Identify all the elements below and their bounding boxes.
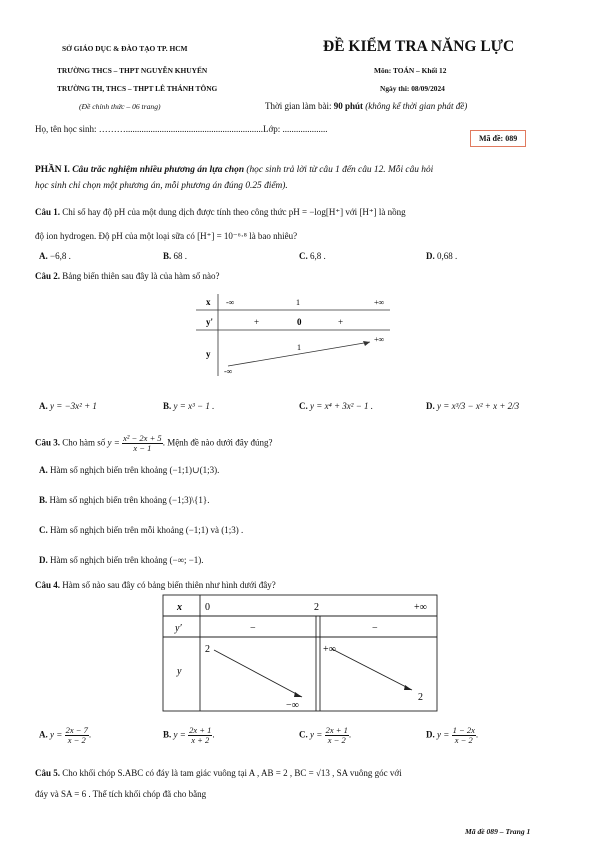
q5-text-line1: Câu 5. Cho khối chóp S.ABC có đáy là tam giác vuông tại A , AB = 2 , BC = √13 , SA vuông góc với	[35, 768, 402, 778]
q4-decrease-arrow-1	[214, 650, 302, 697]
q2-y-header: y	[206, 349, 211, 359]
q2-option-d[interactable]: D. y = x³/3 − x² + x + 2/3	[426, 401, 520, 411]
q4-text: Câu 4. Hàm số nào sau đây có bảng biến thiên như hình dưới đây?	[35, 580, 276, 590]
q4-x-value-1: 0	[205, 602, 210, 613]
q1-option-a[interactable]: A. −6,8 .	[39, 251, 71, 261]
page-footer: Mã đề 089 – Trang 1	[465, 827, 531, 836]
q4-option-c[interactable]: C. y = $\frac{2x + 1}{x - 2}$ .	[299, 725, 352, 745]
q2-yp-header: y'	[206, 317, 214, 327]
q4-yp-header: y′	[175, 623, 182, 634]
q4-y-value-3: +∞	[323, 644, 336, 655]
q3-option-b[interactable]: B. Hàm số nghịch biến trên khoảng (−1;3)\{1}.	[39, 495, 210, 505]
q3-text: Câu 3. Cho hàm số y = $\frac{\text{x² − 2x + 5}}{x - 1}$ . Mệnh đề nào dưới đây đúng?	[35, 433, 273, 453]
q2-x-value-1: -∞	[226, 298, 235, 307]
q4-y-value-4: 2	[418, 692, 423, 703]
department-name: SỞ GIÁO DỤC & ĐÀO TẠO TP. HCM	[62, 44, 188, 53]
q4-x-value-3: +∞	[414, 602, 427, 613]
q2-sign-zero: 0	[297, 317, 302, 327]
q2-text: Câu 2. Bảng biến thiên sau đây là của hàm số nào?	[35, 271, 220, 281]
time-allowed: Thời gian làm bài: 90 phút (không kể thời gian phát đề)	[265, 101, 468, 111]
part1-heading: PHẦN I. Câu trắc nghiệm nhiều phương án lựa chọn (học sinh trả lời từ câu 1 đến câu 12. Mỗi câu hỏi	[35, 165, 434, 175]
exam-date: Ngày thi: 08/09/2024	[380, 84, 445, 93]
q4-variation-table	[162, 594, 440, 714]
q1-option-d[interactable]: D. 0,68 .	[426, 251, 458, 261]
q3-function-fraction: $\frac{\text{x² − 2x + 5}}{x - 1}$	[123, 433, 162, 453]
school-name-2: TRƯỜNG TH, THCS – THPT LÊ THÁNH TÔNG	[57, 84, 218, 93]
q2-y-value-1: -∞	[224, 367, 233, 376]
q2-option-a[interactable]: A. y = −3x² + 1	[39, 401, 97, 411]
q2-y-value-3: +∞	[374, 335, 385, 344]
official-note: (Đề chính thức – 06 trang)	[79, 102, 161, 111]
q4-option-d[interactable]: D. y = $\frac{1 - 2x}{x - 2}$ .	[426, 725, 479, 745]
exam-title: ĐỀ KIỂM TRA NĂNG LỰC	[323, 38, 515, 55]
q4-y-value-1: 2	[205, 644, 210, 655]
q3-option-d[interactable]: D. Hàm số nghịch biến trên khoảng (−∞; −1).	[39, 555, 204, 565]
exam-code-box: Mã đề: 089	[470, 130, 526, 147]
q4-x-value-2: 2	[314, 602, 319, 613]
q3-option-a[interactable]: A. Hàm số nghịch biến trên khoảng (−1;1)∪(1;3).	[39, 465, 220, 475]
q4-x-header: x	[177, 602, 182, 613]
q2-x-value-3: +∞	[374, 298, 385, 307]
q4-option-b[interactable]: B. y = $\frac{2x + 1}{x + 2}$ .	[163, 725, 215, 745]
subject-line: Môn: TOÁN – Khối 12	[374, 66, 447, 75]
q4-decrease-arrow-2	[332, 649, 412, 690]
school-name-1: TRƯỜNG THCS – THPT NGUYỄN KHUYẾN	[57, 66, 208, 75]
q2-variation-table	[190, 290, 400, 380]
q2-option-b[interactable]: B. y = x³ − 1 .	[163, 401, 215, 411]
q4-sign-2: −	[372, 623, 378, 634]
q1-text-line1: Câu 1. Chỉ số hay độ pH của một dung dịch được tính theo công thức pH = −log[H⁺] với [H⁺] là nồng	[35, 207, 406, 217]
q3-option-c[interactable]: C. Hàm số nghịch biến trên mỗi khoảng (−1;1) và (1;3) .	[39, 525, 244, 535]
q2-y-value-2: 1	[297, 343, 301, 352]
q4-y-value-2: −∞	[286, 700, 299, 711]
q2-x-value-2: 1	[296, 298, 300, 307]
q2-option-c[interactable]: C. y = x⁴ + 3x² − 1 .	[299, 401, 374, 411]
student-name-line: Họ, tên học sinh: ……….............................................................Lớp: ....................	[35, 124, 328, 134]
q4-option-a[interactable]: A. y = $\frac{2x - 7}{x - 2}$ .	[39, 725, 92, 745]
q4-y-header: y	[177, 666, 182, 677]
q1-option-c[interactable]: C. 6,8 .	[299, 251, 326, 261]
q2-sign-1: +	[254, 317, 260, 327]
part1-instruction: học sinh chỉ chọn một phương án, mỗi phương án đúng 0.25 điểm).	[35, 181, 288, 191]
q4-sign-1: −	[250, 623, 256, 634]
q1-text-line2: độ ion hydrogen. Độ pH của một loại sữa có [H⁺] = 10⁻⁶·⁸ là bao nhiêu?	[35, 231, 298, 241]
q1-option-b[interactable]: B. 68 .	[163, 251, 188, 261]
q2-x-header: x	[206, 297, 211, 307]
q2-sign-2: +	[338, 317, 344, 327]
q5-text-line2: đáy và SA = 6 . Thể tích khối chóp đã cho bằng	[35, 789, 207, 799]
